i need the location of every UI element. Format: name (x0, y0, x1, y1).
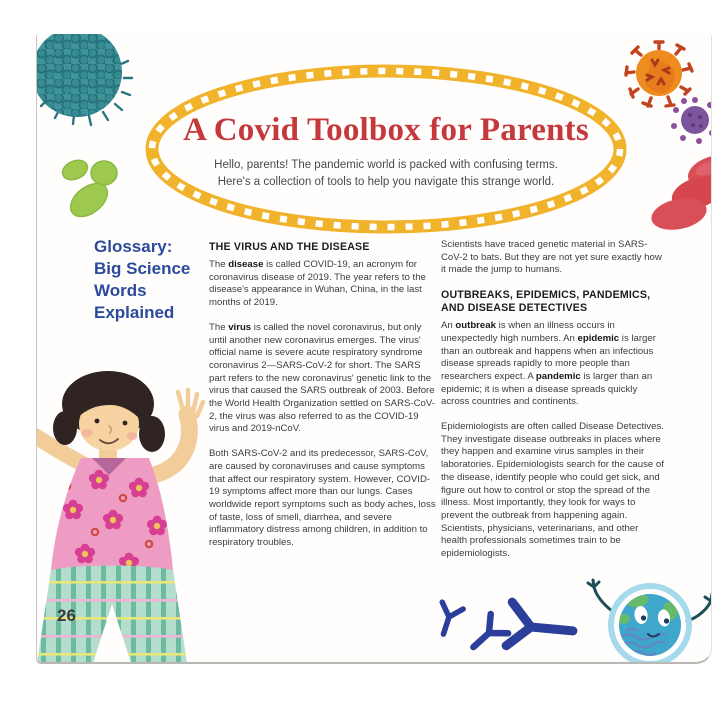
page-header (141, 60, 631, 191)
page-number: 26 (57, 606, 76, 625)
red-blood-cells-icon (649, 150, 712, 232)
body-paragraph: The disease is called COVID-19, an acronym for coronavirus disease of 2019. The year refers to the disease's appearance in Wuhan, China, in the last months of 2019. (209, 259, 426, 309)
subtitle-line-2: Here's a collection of tools to help you navigate this strange world. (217, 176, 555, 188)
body-paragraph: Epidemiologists are often called Disease Detectives. They investigate disease outbreaks in places where they happen and examine virus samples in their laboratories. Epidemiologists search for the cause of the disease, identify people who could get sick, and figure out how to control or stop the spread of the illness. Most importantly, they look for ways to prevent the outbreak from happening again. Scientists, physicians, veterinarians, and other health professionals sometimes train to be epidemiologists. (441, 421, 664, 560)
body-paragraph: The virus is called the novel coronavirus, but only until another new coronavirus emerges. The virus' official name is severe acute respiratory syndrome coronavirus 2—SARS-CoV-2 for short. The SARS part refers to the new coronavirus' genetic link to the virus that caused the SARS outbreak of 2003. Before the World Health Organization settled on SARS-CoV-2, the virus was also referred to as the COVID-19 virus and 2019-nCoV. (209, 321, 435, 435)
green-cells-icon (51, 155, 123, 221)
book-page (36, 34, 712, 664)
glossary-heading (94, 236, 224, 324)
teal-virus-icon (37, 34, 137, 130)
section-heading: THE VIRUS AND THE DISEASE (209, 241, 370, 253)
glossary-line: Words (94, 281, 147, 300)
glossary-line: Big Science (94, 259, 191, 278)
page-subtitle (141, 157, 631, 191)
earth-character-icon (586, 575, 712, 664)
section-heading: OUTBREAKS, EPIDEMICS, PANDEMICS, AND DISEASE DETECTIVES (441, 289, 651, 315)
glossary-line: Explained (94, 303, 175, 322)
purple-virus-icon (669, 95, 712, 147)
glossary-line: Glossary: (94, 237, 173, 256)
article-column-2 (441, 239, 665, 573)
body-paragraph: Scientists have traced genetic material in SARS-CoV-2 to bats. But they are not yet sure exactly how it made the jump to humans. (441, 239, 662, 276)
article-column-1 (209, 239, 438, 562)
antibody-icons (426, 595, 601, 664)
page-title: A Covid Toolbox for Parents (183, 112, 589, 148)
body-paragraph: An outbreak is when an illness occurs in unexpectedly high numbers. An epidemic is larger than an outbreak and happens when an infectious disease spreads rapidly to more people than researchers expect. A pandemic is larger than an epidemic; it is when a disease spreads quickly across countries and continents. (441, 320, 656, 408)
subtitle-line-1: Hello, parents! The pandemic world is packed with confusing terms. (214, 159, 558, 171)
body-paragraph: Both SARS-CoV-2 and its predecessor, SARS-CoV, are caused by coronaviruses and cause symptoms that affect our respiratory system. However, COVID-19 symptoms affect more than our lungs. Cases worldwide report symptoms such as body aches, loss of taste, loss of smell, diarrhea, and severe inflammatory distress among children, in addition to respiratory troubles. (209, 448, 436, 549)
